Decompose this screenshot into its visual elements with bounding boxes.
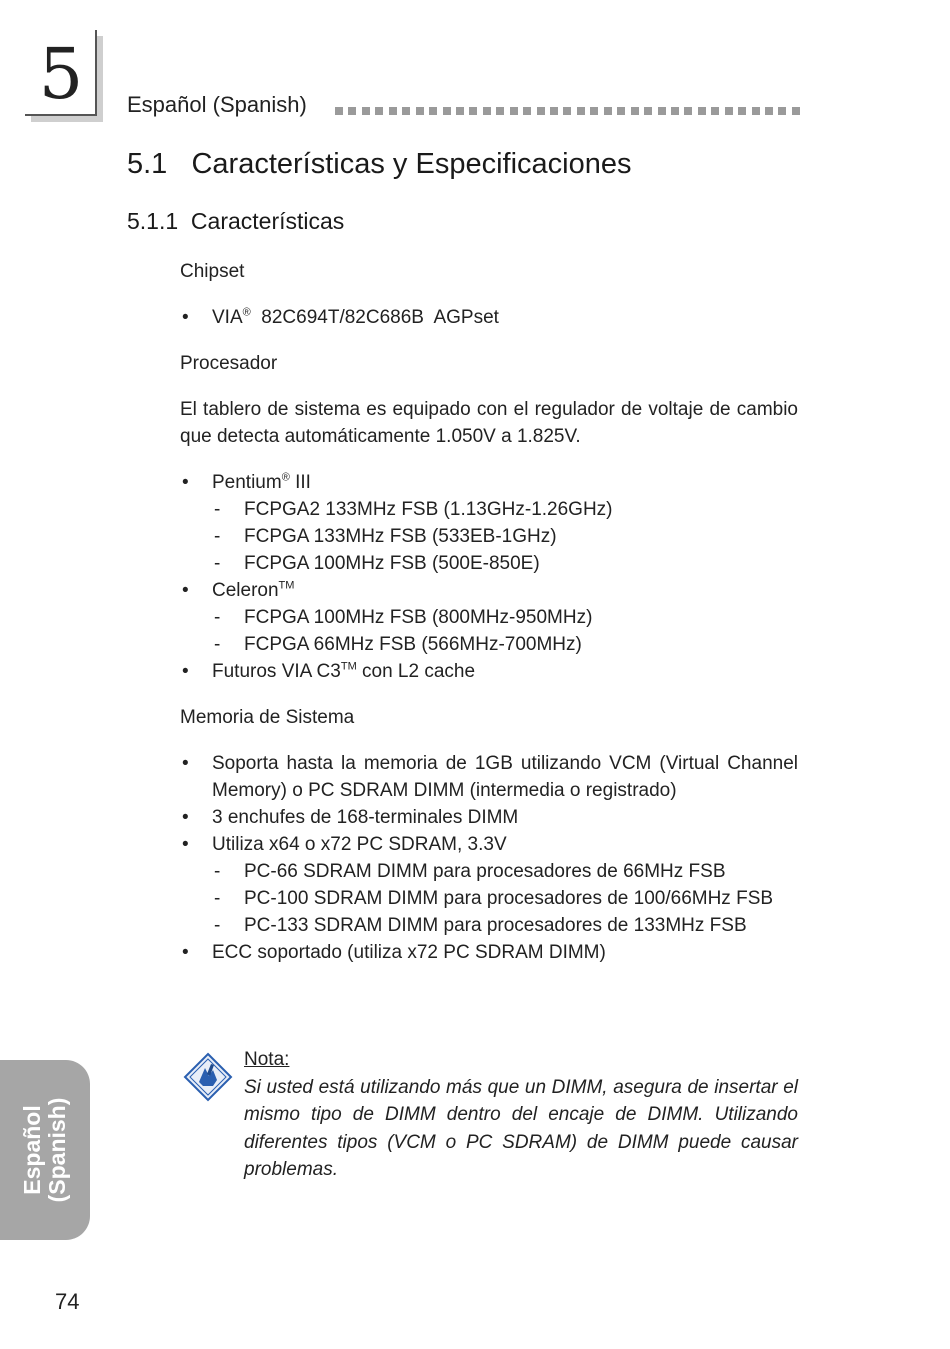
chipset-list [180,304,798,331]
memory-item: • 3 enchufes de 168-terminales DIMM [180,804,798,831]
language-header: Español (Spanish) [127,92,307,117]
pentium-item: • Pentium® III [180,469,798,496]
memory-item: • Soporta hasta la memoria de 1GB utilizando VCM (Virtual Channel Memory) o PC SDRAM DIMM (intermedia o registrado) [180,750,798,804]
pentium-sub-item: - FCPGA2 133MHz FSB (1.13GHz-1.26GHz) [180,496,798,523]
header-dotted-rule [335,107,800,119]
page-number: 74 [55,1289,80,1314]
celeron-sub-item: - FCPGA 66MHz FSB (566MHz-700MHz) [180,631,798,658]
note-title: Nota: [244,1049,290,1070]
chapter-number-box [25,30,103,120]
celeron-item: • Celeron™ [180,577,798,604]
chapter-box-face [25,30,97,116]
note-body: Si usted está utilizando más que un DIMM, asegura de insertar el mismo tipo de DIMM dentro del encaje de DIMM. Utilizando diferentes tipos (VCM o PC SDRAM) de DIMM puede causar problemas. [244,1076,798,1180]
side-tab-label: Español (Spanish) [19,1097,70,1203]
celeron-sub-item: - FCPGA 100MHz FSB (800MHz-950MHz) [180,604,798,631]
processor-paragraph: El tablero de sistema es equipado con el regulador de voltaje de cambio que detecta automáticamente 1.050V a 1.825V. [180,399,798,447]
pentium-sub-item: - FCPGA 133MHz FSB (533EB-1GHz) [180,523,798,550]
language-side-tab [0,1060,90,1240]
chapter-number: 5 [38,33,84,115]
via-c3-item: • Futuros VIA C3™ con L2 cache [180,658,798,685]
processor-list [180,469,798,685]
chipset-item: • VIA® 82C694T/82C686B AGPset [180,304,798,331]
note-block [244,1046,798,1184]
processor-heading: Procesador [180,353,278,374]
memory-item: • ECC soportado (utiliza x72 PC SDRAM DIMM) [180,939,798,966]
memory-sub-item: - PC-133 SDRAM DIMM para procesadores de 133MHz FSB [180,912,798,939]
subsection-title: 5.1.1 Características [127,208,345,234]
pentium-sub-item: - FCPGA 100MHz FSB (500E-850E) [180,550,798,577]
memory-sub-item: - PC-66 SDRAM DIMM para procesadores de 66MHz FSB [180,858,798,885]
memory-sub-item: - PC-100 SDRAM DIMM para procesadores de 100/66MHz FSB [180,885,798,912]
memory-item: • Utiliza x64 o x72 PC SDRAM, 3.3V [180,831,798,858]
note-hand-icon [183,1052,233,1102]
memory-list [180,750,798,966]
section-title: 5.1 Características y Especificaciones [127,148,632,180]
memory-heading: Memoria de Sistema [180,707,355,728]
main-content [180,258,798,966]
chipset-heading: Chipset [180,261,245,282]
